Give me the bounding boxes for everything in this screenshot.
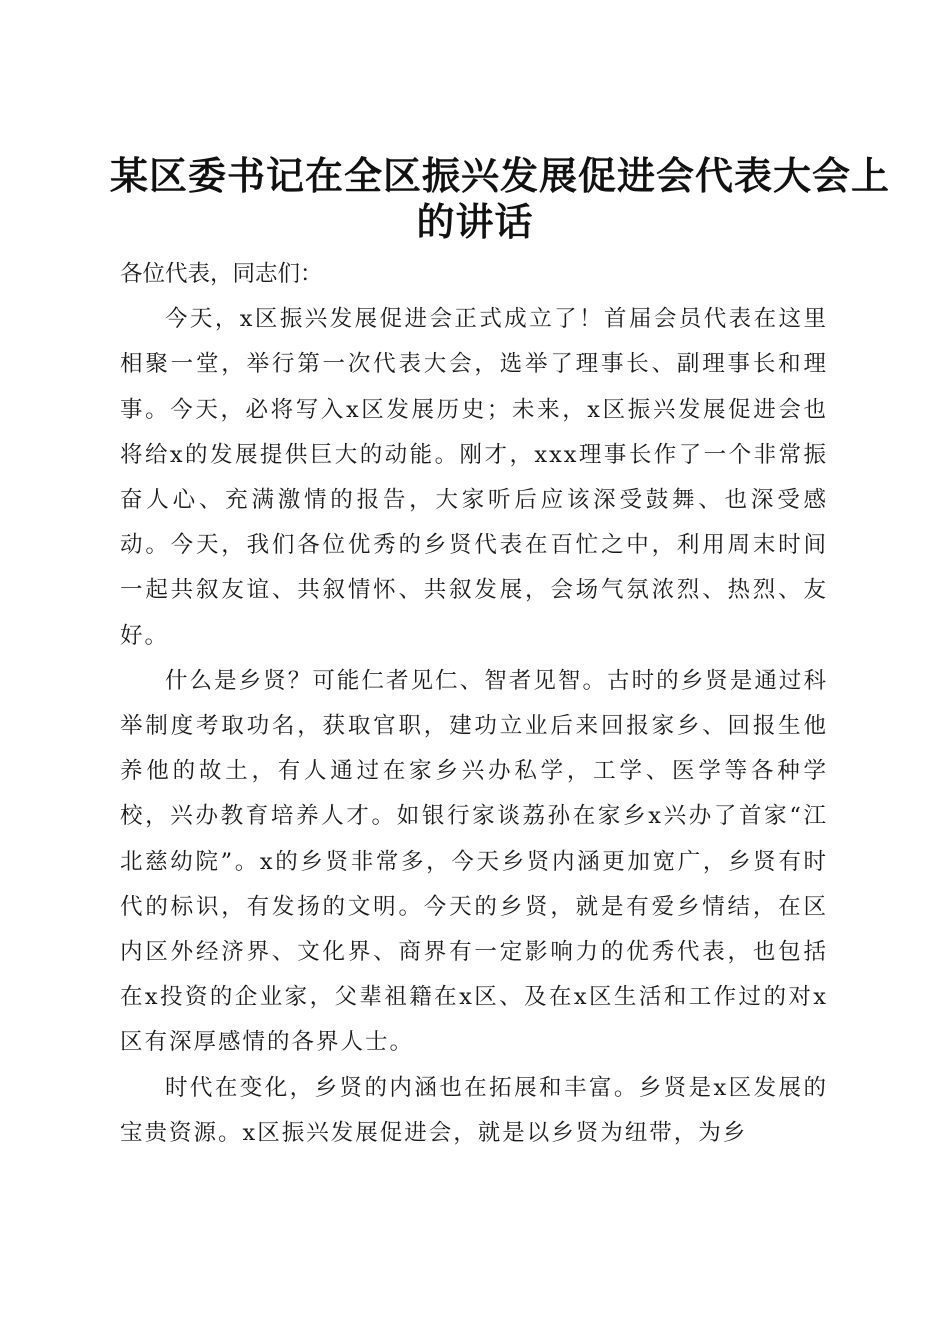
document-title [110,153,891,245]
paragraph-2: 什么是乡贤？可能仁者见仁、智者见智。古时的乡贤是通过科举制度考取功名，获取官职，建功立业后来回报家乡、回报生他养他的故土，有人通过在家乡兴办私学，工学、医学等各种学校，兴办教育培养人才。如银行家谈荔孙在家乡x兴办了首家“江北慈幼院”。x的乡贤非常多，今天乡贤内涵更加宽广，乡贤有时代的标识，有发扬的文明。今天的乡贤，就是有爱乡情结，在区内区外经济界、文化界、商界有一定影响力的优秀代表，也包括在x投资的企业家，父辈祖籍在x区、及在x区生活和工作过的对x区有深厚感情的各界人士。 [120,667,828,1056]
document-body [120,252,828,1156]
title-line-2: 的讲话 [416,199,534,245]
paragraph-1: 今天，x区振兴发展促进会正式成立了！首届会员代表在这里相聚一堂，举行第一次代表大会，选举了理事长、副理事长和理事。今天，必将写入x区发展历史；未来，x区振兴发展促进会也将给x的发展提供巨大的动能。刚才，xxx理事长作了一个非常振奋人心、充满激情的报告，大家听后应该深受鼓舞、也深受感动。今天，我们各位优秀的乡贤代表在百忙之中，利用周末时间一起共叙友谊、共叙情怀、共叙发展，会场气氛浓烈、热烈、友好。 [120,306,828,649]
title-line-1: 某区委书记在全区振兴发展促进会代表大会上 [110,153,891,199]
paragraph-3: 时代在变化，乡贤的内涵也在拓展和丰富。乡贤是x区发展的宝贵资源。x区振兴发展促进会，就是以乡贤为纽带，为乡 [120,1074,828,1146]
salutation: 各位代表，同志们： [120,261,323,287]
